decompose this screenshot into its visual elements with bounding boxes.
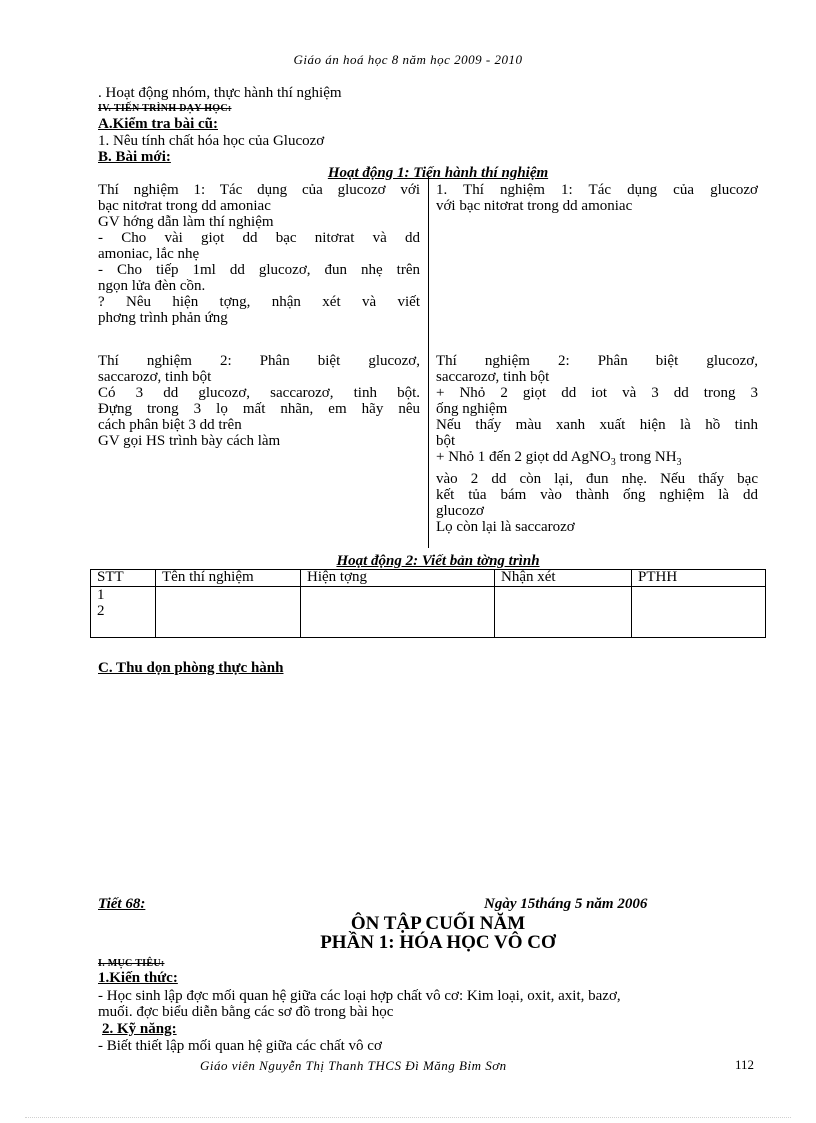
result-table bbox=[90, 569, 766, 638]
table-cell bbox=[495, 587, 632, 638]
agno3-text: + Nhỏ 1 đến 2 giọt dd AgNO bbox=[436, 449, 611, 465]
exp1-right-line: với bạc nitơrat trong dd amoniac bbox=[436, 198, 633, 214]
table-header-row bbox=[91, 570, 766, 587]
section-i-heading: I. MỤC TIÊU: bbox=[98, 958, 165, 969]
part-title: PHẦN 1: HÓA HỌC VÔ CƠ bbox=[320, 932, 556, 953]
col-header-phenomenon: Hiện tợng bbox=[301, 570, 495, 587]
page-footer: Giáo viên Nguyễn Thị Thanh THCS Đì Măng Bỉm Sơn bbox=[200, 1058, 507, 1073]
page-header: Giáo án hoá học 8 năm học 2009 - 2010 bbox=[293, 52, 523, 67]
exp1-left-line: Thí nghiệm 1: Tác dụng của glucozơ với bbox=[98, 182, 420, 198]
exp2-right-line: saccarozơ, tinh bột bbox=[436, 369, 550, 385]
agno3-subscript: 3 bbox=[610, 457, 616, 468]
table-cell-stt bbox=[91, 587, 156, 638]
activity-2-title: Hoạt động 2: Viết bản tờng trình bbox=[336, 553, 540, 569]
exp2-left-cell bbox=[98, 353, 420, 449]
col-header-remarks: Nhận xét bbox=[495, 570, 632, 587]
nh3-subscript: 3 bbox=[676, 457, 682, 468]
page-edge-dotted-line bbox=[25, 1117, 791, 1118]
skills-line-1: - Biết thiết lập mối quan hệ giữa các chất vô cơ bbox=[98, 1038, 382, 1054]
knowledge-line-1: - Học sinh lập đợc mối quan hệ giữa các loại hợp chất vô cơ: Kim loại, oxit, axit, bazơ, bbox=[98, 988, 621, 1004]
col-header-equation: PTHH bbox=[632, 570, 766, 587]
review-title: ÔN TẬP CUỐI NĂM bbox=[350, 913, 526, 934]
nh3-text: trong NH bbox=[615, 449, 677, 465]
intro-line: . Hoạt động nhóm, thực hành thí nghiệm bbox=[98, 85, 342, 101]
exp2-left-line: GV gọi HS trình bày cách làm bbox=[98, 433, 281, 449]
section-iv-heading: IV. TIẾN TRÌNH DẠY HỌC: bbox=[98, 103, 232, 114]
exp2-left-line: saccarozơ, tinh bột bbox=[98, 369, 212, 385]
exp1-left-line: amoniac, lắc nhẹ bbox=[98, 246, 200, 262]
lesson-date: Ngày 15tháng 5 năm 2006 bbox=[484, 896, 648, 912]
col-header-experiment: Tên thí nghiệm bbox=[156, 570, 301, 587]
exp2-right-cell bbox=[436, 353, 758, 535]
row-number: 2 bbox=[97, 603, 105, 619]
knowledge-heading: 1.Kiến thức: bbox=[98, 970, 178, 986]
table-cell bbox=[632, 587, 766, 638]
column-divider bbox=[428, 176, 429, 548]
table-row bbox=[91, 587, 766, 638]
exp2-left-line: Đựng trong 3 lọ mất nhãn, em hãy nêu bbox=[98, 401, 420, 417]
table-cell bbox=[301, 587, 495, 638]
section-a-heading: A.Kiểm tra bài cũ: bbox=[98, 116, 218, 132]
row-number: 1 bbox=[97, 587, 105, 603]
exp2-right-line: kết tủa bám vào thành ống nghiệm là dd bbox=[436, 487, 758, 503]
exp1-left-line: - Cho vài giọt dd bạc nitơrat và dd bbox=[98, 230, 420, 246]
exp2-right-line: glucozơ bbox=[436, 503, 484, 519]
exp2-left-line: Có 3 dd glucozơ, saccarozơ, tinh bột. bbox=[98, 385, 420, 401]
exp2-right-line: Nếu thấy màu xanh xuất hiện là hồ tinh bbox=[436, 417, 758, 433]
exp2-right-line: bột bbox=[436, 433, 456, 449]
exp2-right-line: ống nghiệm bbox=[436, 401, 508, 417]
exp1-right-line: 1. Thí nghiệm 1: Tác dụng của glucozơ bbox=[436, 182, 758, 198]
skills-heading: 2. Kỹ năng: bbox=[102, 1021, 177, 1037]
exp1-left-line: bạc nitơrat trong dd amoniac bbox=[98, 198, 271, 214]
exp1-left-cell bbox=[98, 182, 420, 326]
exp2-left-line: Thí nghiệm 2: Phân biệt glucozơ, bbox=[98, 353, 420, 369]
knowledge-line-2: muối. đợc biểu diễn bằng các sơ đồ trong bài học bbox=[98, 1004, 394, 1020]
exp1-left-line: ? Nêu hiện tợng, nhận xét và viết bbox=[98, 294, 420, 310]
exp2-right-line: + Nhỏ 2 giọt dd iot và 3 dd trong 3 bbox=[436, 385, 758, 401]
exp1-left-line: GV hớng dẫn làm thí nghiệm bbox=[98, 214, 274, 230]
section-b-heading: B. Bài mới: bbox=[98, 149, 171, 165]
exp1-left-line: - Cho tiếp 1ml dd glucozơ, đun nhẹ trên bbox=[98, 262, 420, 278]
exp2-right-agno3-line bbox=[436, 449, 758, 471]
question-1: 1. Nêu tính chất hóa học của Glucozơ bbox=[98, 133, 325, 149]
activity-1-title: Hoạt động 1: Tiến hành thí nghiệm bbox=[327, 165, 549, 181]
exp1-left-line: ngọn lửa đèn cồn. bbox=[98, 278, 206, 294]
exp2-right-line: Lọ còn lại là saccarozơ bbox=[436, 519, 575, 535]
table-cell bbox=[156, 587, 301, 638]
exp2-right-line: vào 2 dd còn lại, đun nhẹ. Nếu thấy bạc bbox=[436, 471, 758, 487]
exp1-left-line: phơng trình phản ứng bbox=[98, 310, 228, 326]
exp2-left-line: cách phân biệt 3 dd trên bbox=[98, 417, 242, 433]
page-number: 112 bbox=[735, 1057, 755, 1072]
lesson-label: Tiết 68: bbox=[98, 896, 146, 912]
exp1-right-cell bbox=[436, 182, 758, 214]
section-c-heading: C. Thu dọn phòng thực hành bbox=[98, 660, 284, 676]
col-header-stt: STT bbox=[91, 570, 156, 587]
exp2-right-line: Thí nghiệm 2: Phân biệt glucozơ, bbox=[436, 353, 758, 369]
